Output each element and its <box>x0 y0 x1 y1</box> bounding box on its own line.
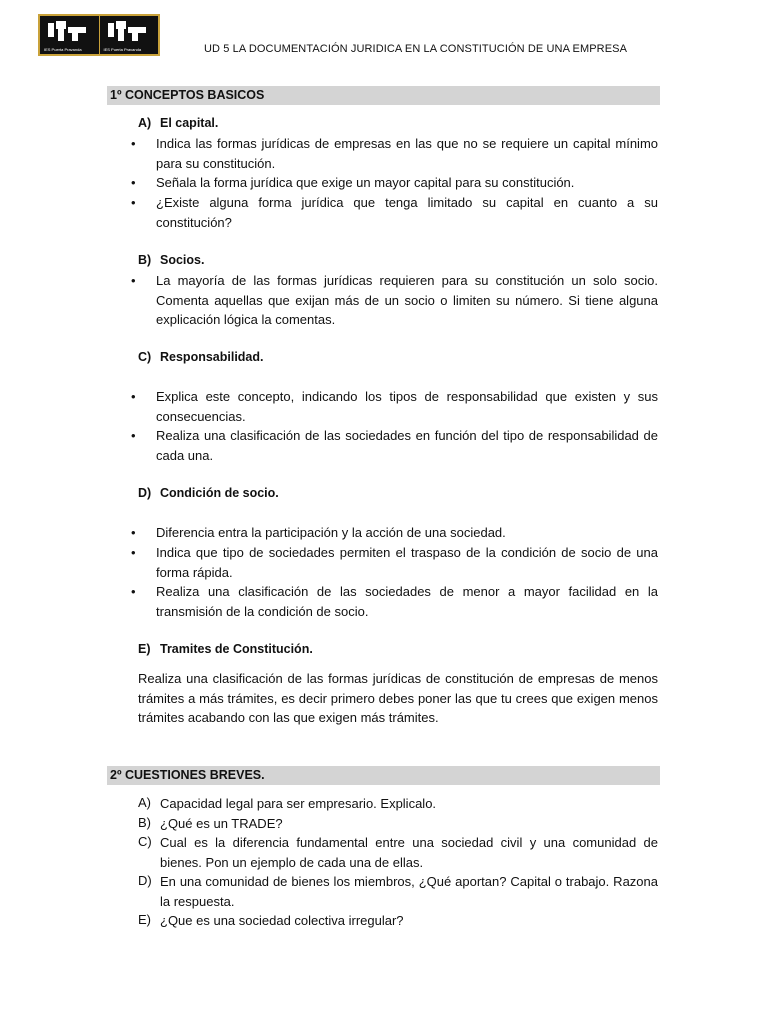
subsection-a-heading <box>138 116 218 130</box>
subsection-c-heading <box>138 350 264 364</box>
document-header-title: UD 5 LA DOCUMENTACIÓN JURIDICA EN LA CONSTITUCIÓN DE UNA EMPRESA <box>204 43 628 55</box>
bullet-icon: • <box>131 273 136 288</box>
bullet-icon: • <box>131 584 136 599</box>
logo-emblem-icon <box>46 19 94 47</box>
logo-emblem-icon <box>106 19 154 47</box>
subsection-letter: D) <box>138 486 152 500</box>
subsection-letter: A) <box>138 116 152 130</box>
bullet-icon: • <box>131 545 136 560</box>
list-item: Diferencia entra la participación y la acción de una sociedad. <box>156 525 506 540</box>
question-letter: E) <box>138 912 151 927</box>
subsection-d-heading <box>138 486 279 500</box>
question-text: Cual es la diferencia fundamental entre una sociedad civil y una comunidad de bienes. Pon un ejemplo de cada una de ellas. <box>160 835 658 870</box>
list-item: ¿Existe alguna forma jurídica que tenga limitado su capital en cuanto a su constitución? <box>156 195 658 230</box>
list-item: Realiza una clasificación de las sociedades en función del tipo de responsabilidad de cada una. <box>156 428 658 463</box>
subsection-label: El capital. <box>160 116 219 130</box>
list-item: Realiza una clasificación de las sociedades de menor a mayor facilidad en la transmisión de la condición de socio. <box>156 584 658 619</box>
logo-left <box>40 16 100 54</box>
question-letter: C) <box>138 834 152 849</box>
logo-caption-right: IES Puerta Pravanda <box>103 47 142 52</box>
school-logo <box>38 14 160 56</box>
subsection-letter: B) <box>138 253 152 267</box>
subsection-letter: E) <box>138 642 151 656</box>
list-item: Indica las formas jurídicas de empresas en las que no se requiere un capital mínimo para su constitución. <box>156 136 658 171</box>
section-1-title: 1º CONCEPTOS BASICOS <box>107 86 660 105</box>
logo-right <box>100 16 159 54</box>
list-item: Señala la forma jurídica que exige un mayor capital para su constitución. <box>156 175 575 190</box>
subsection-b-heading <box>138 253 204 267</box>
bullet-icon: • <box>131 428 136 443</box>
question-letter: A) <box>138 795 151 810</box>
subsection-label: Responsabilidad. <box>160 350 264 364</box>
logo-caption-left: IES Puerta Pravanda <box>44 47 82 52</box>
section-2-title: 2º CUESTIONES BREVES. <box>107 766 660 785</box>
subsection-label: Condición de socio. <box>160 486 279 500</box>
bullet-icon: • <box>131 389 136 404</box>
question-text: Capacidad legal para ser empresario. Explicalo. <box>160 796 437 811</box>
subsection-letter: C) <box>138 350 152 364</box>
question-letter: D) <box>138 873 152 888</box>
subsection-label: Socios. <box>160 253 205 267</box>
subsection-e-paragraph: Realiza una clasificación de las formas jurídicas de constitución de empresas de menos trámites a más trámites, es decir primero debes poner las que tu crees que exigen menos trámites acabando con las que exigen más trámites. <box>138 671 658 725</box>
question-text: En una comunidad de bienes los miembros, ¿Qué aportan? Capital o trabajo. Razona la respuesta. <box>160 874 658 909</box>
bullet-icon: • <box>131 525 136 540</box>
bullet-icon: • <box>131 136 136 151</box>
bullet-icon: • <box>131 175 136 190</box>
bullet-icon: • <box>131 195 136 210</box>
subsection-label: Tramites de Constitución. <box>160 642 313 656</box>
list-item: Explica este concepto, indicando los tipos de responsabilidad que existen y sus consecuencias. <box>156 389 658 424</box>
question-letter: B) <box>138 815 151 830</box>
question-text: ¿Que es una sociedad colectiva irregular? <box>160 913 404 928</box>
list-item: La mayoría de las formas jurídicas requieren para su constitución un solo socio. Comenta aquellas que exijan más de un socio o limiten su número. Si tiene alguna explicación lógica la comentas. <box>156 273 658 327</box>
list-item: Indica que tipo de sociedades permiten el traspaso de la condición de socio de una forma rápida. <box>156 545 658 580</box>
question-text: ¿Qué es un TRADE? <box>160 816 283 831</box>
subsection-e-heading <box>138 642 313 656</box>
